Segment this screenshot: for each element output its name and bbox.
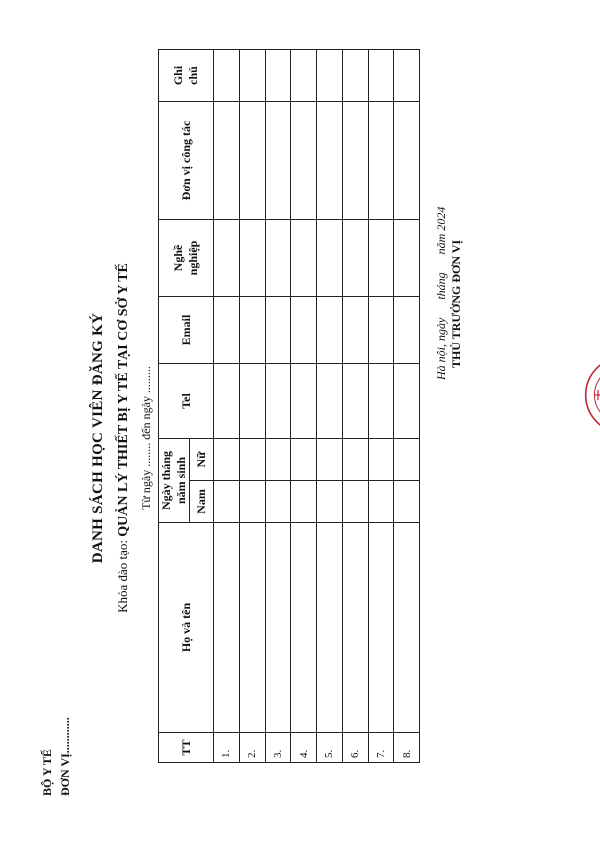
- table-cell: [265, 220, 291, 297]
- table-cell: [368, 50, 394, 102]
- table-cell: [368, 364, 394, 439]
- table-cell: [291, 364, 317, 439]
- table-cell: [291, 220, 317, 297]
- table-row: [394, 50, 420, 763]
- table-cell: [214, 364, 240, 439]
- table-cell: [291, 523, 317, 733]
- table-cell: [291, 439, 317, 481]
- table-cell: [291, 297, 317, 364]
- col-dob: Ngày tháng năm sinh: [159, 439, 190, 523]
- table-cell: [342, 50, 368, 102]
- table-cell: [342, 481, 368, 523]
- row-number: 8.: [394, 733, 420, 763]
- table-cell: [265, 297, 291, 364]
- table-row: [265, 50, 291, 763]
- table-cell: [317, 220, 343, 297]
- header-row: [159, 50, 190, 763]
- table-cell: [342, 102, 368, 220]
- table-cell: [317, 481, 343, 523]
- col-email: Email: [159, 297, 214, 364]
- col-male: Nam: [190, 481, 214, 523]
- table-cell: [368, 102, 394, 220]
- col-tt: TT: [159, 733, 214, 763]
- table-cell: [214, 220, 240, 297]
- table-cell: [342, 220, 368, 297]
- table-cell: [291, 50, 317, 102]
- table-cell: [265, 364, 291, 439]
- stamp-mark: [595, 388, 600, 402]
- document-title: DANH SÁCH HỌC VIÊN ĐĂNG KÝ: [90, 312, 106, 564]
- table-cell: [368, 297, 394, 364]
- table-cell: [265, 523, 291, 733]
- row-number: 1.: [214, 733, 240, 763]
- table-cell: [317, 439, 343, 481]
- unit-name: ĐƠN VỊ............: [58, 717, 72, 796]
- col-note-line1: Ghi: [171, 65, 185, 86]
- table-cell: [342, 439, 368, 481]
- table-cell: [214, 102, 240, 220]
- row-number: 5.: [317, 733, 343, 763]
- table-cell: [368, 439, 394, 481]
- table-cell: [239, 50, 265, 102]
- table-row: [291, 50, 317, 763]
- table-cell: [291, 481, 317, 523]
- table-cell: [342, 297, 368, 364]
- table-cell: [317, 523, 343, 733]
- table-cell: [368, 523, 394, 733]
- table-cell: [214, 481, 240, 523]
- table-cell: [214, 50, 240, 102]
- signature-title: THỦ TRƯỞNG ĐƠN VỊ: [449, 239, 463, 368]
- table-cell: [265, 50, 291, 102]
- table-cell: [265, 439, 291, 481]
- table-cell: [239, 523, 265, 733]
- table-cell: [214, 439, 240, 481]
- signature-date: Hà nội, ngày tháng năm 2024: [434, 206, 448, 380]
- table-cell: [394, 297, 420, 364]
- course-line: [115, 88, 132, 788]
- col-tel: Tel: [159, 364, 214, 439]
- row-number: 4.: [291, 733, 317, 763]
- table-cell: [394, 364, 420, 439]
- table-cell: [239, 220, 265, 297]
- col-female: Nữ: [190, 439, 214, 481]
- table-row: [239, 50, 265, 763]
- ministry-name: BỘ Y TẾ: [40, 749, 54, 796]
- table-cell: [394, 102, 420, 220]
- col-note: [159, 50, 214, 102]
- table-row: [214, 50, 240, 763]
- table-cell: [239, 364, 265, 439]
- col-unit: Đơn vị công tác: [159, 102, 214, 220]
- row-number: 6.: [342, 733, 368, 763]
- table-row: [342, 50, 368, 763]
- col-job-line2: nghiệp: [186, 240, 200, 276]
- table-cell: [317, 364, 343, 439]
- row-number: 2.: [239, 733, 265, 763]
- table-cell: [265, 481, 291, 523]
- table-cell: [368, 481, 394, 523]
- table-cell: [342, 364, 368, 439]
- table-cell: [214, 297, 240, 364]
- row-number: 3.: [265, 733, 291, 763]
- period-line: Từ ngày ........ đến ngày .........: [139, 366, 153, 510]
- table-row: [317, 50, 343, 763]
- table-cell: [394, 523, 420, 733]
- table-cell: [394, 481, 420, 523]
- table-cell: [394, 50, 420, 102]
- table-cell: [317, 102, 343, 220]
- col-job: [159, 220, 214, 297]
- table-row: [368, 50, 394, 763]
- table-cell: [214, 523, 240, 733]
- table-cell: [317, 297, 343, 364]
- col-job-line1: Nghề: [171, 244, 185, 272]
- col-name: Họ và tên: [159, 523, 214, 733]
- registration-table: [158, 49, 420, 763]
- course-name: QUẢN LÝ THIẾT BỊ Y TẾ TẠI CƠ SỞ Y TẾ: [116, 263, 131, 537]
- table-cell: [291, 102, 317, 220]
- table-cell: [239, 297, 265, 364]
- table-cell: [394, 220, 420, 297]
- row-number: 7.: [368, 733, 394, 763]
- official-stamp: [565, 350, 600, 440]
- table-cell: [317, 50, 343, 102]
- table-cell: [342, 523, 368, 733]
- table-body: [214, 50, 420, 763]
- col-note-line2: chú: [186, 66, 200, 85]
- course-label: Khóa đào tạo:: [115, 536, 130, 613]
- table-cell: [265, 102, 291, 220]
- table-cell: [394, 439, 420, 481]
- table-cell: [368, 220, 394, 297]
- table-cell: [239, 481, 265, 523]
- table-cell: [239, 439, 265, 481]
- table-cell: [239, 102, 265, 220]
